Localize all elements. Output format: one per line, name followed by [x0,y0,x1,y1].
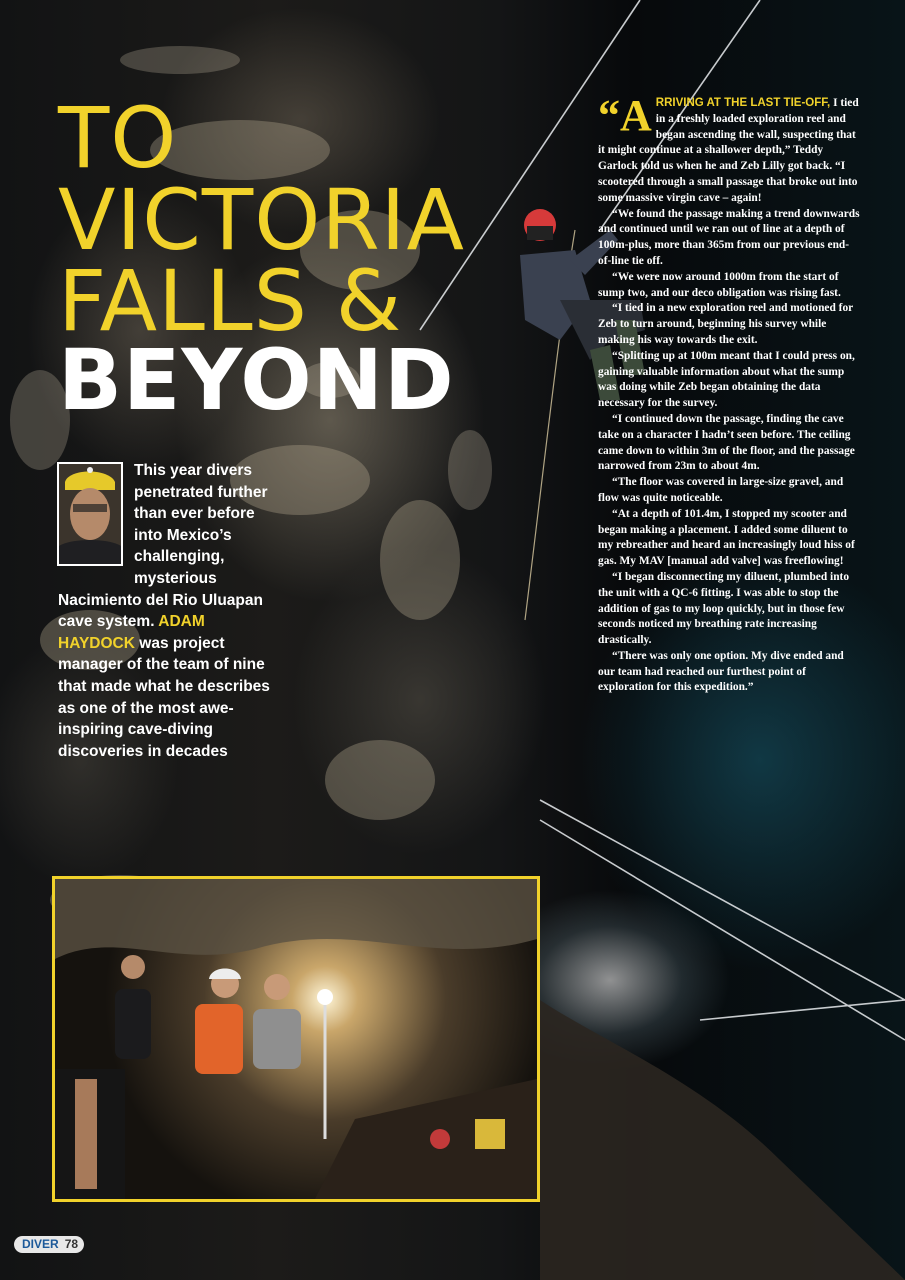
article-paragraph-7: “The floor was covered in large-size gravel, and flow was quite noticeable. [598,476,844,504]
drop-cap: “A [598,91,652,140]
article-paragraph-text: I tied in a freshly loaded exploration reel and began ascending the wall, suspecting that it might continue at a shallower depth,” Teddy Garlock told us when he and Zeb Lilly got back. “I scootered through a small passage that broke out into some massive virgin cave – again! [598,97,859,204]
article-body [598,91,860,696]
article-paragraph-2: “We found the passage making a trend downwards and continued until we ran out of line at a depth of 100m-plus, more than 365m from our previous end-of-line tie off. [598,207,860,267]
page-footer-tab [14,1236,84,1253]
article-paragraph-3: “We were now around 1000m from the start of sump two, and our deco obligation was rising fast. [598,270,841,299]
headline-line-3: FALLS & [58,252,403,350]
standfirst-text: This year divers penetrated further than ever before into Mexico’s challenging, mysterious Nacimiento del Rio Uluapan cave system. [58,462,268,631]
standfirst-text-end: was project manager of the team of nine that made what he describes as one of the most awe-inspiring cave-diving discoveries in decades [58,634,270,760]
article-paragraph-4: “I tied in a new exploration reel and motioned for Zeb to turn around, beginning his survey while making his way towards the exit. [598,302,853,346]
article-paragraph-10: “There was only one option. My dive ended and our team had reached our furthest point of exploration for this expedition.” [598,649,844,694]
article-paragraph-1 [598,91,860,207]
headline-line-2: VICTORIA [58,171,465,269]
standfirst [58,460,278,762]
page-number: 78 [64,1237,79,1251]
team-in-cave-image [55,879,537,1199]
article-paragraph-9: “I began disconnecting my diluent, plumbed into the unit with a QC-6 fitting. I was able to stop the addition of gas to my loop quickly, but in those few seconds noticed my breathing rate increasing drastically. [598,570,850,647]
headline-line-1: TO [58,89,178,187]
article-paragraph-6: “I continued down the passage, finding the cave take on a character I hadn’t seen before. The ceiling came down to within 3m of the floor, and the passage narrowed from 23m to about 4m. [598,412,855,473]
author-name: ADAM HAYDOCK [58,613,205,652]
inset-team-photo [52,876,540,1202]
article-paragraph-5: “Splitting up at 100m meant that I could press on, gaining valuable information about what the sump was doing while Zeb began obtaining the data necessary for the survey. [598,349,855,410]
lead-in-caps: RRIVING AT THE LAST TIE-OFF, [655,97,831,109]
headline-line-4: BEYOND [58,331,455,429]
article-paragraph-8: “At a depth of 101.4m, I stopped my scooter and began making a placement. I added some diluent to my rebreather and heard an increasingly loud hiss of gas. My MAV [manual add valve] was freeflowing! [598,507,855,568]
magazine-name: DIVER [22,1237,59,1251]
standfirst-photo-spacer [58,460,134,568]
